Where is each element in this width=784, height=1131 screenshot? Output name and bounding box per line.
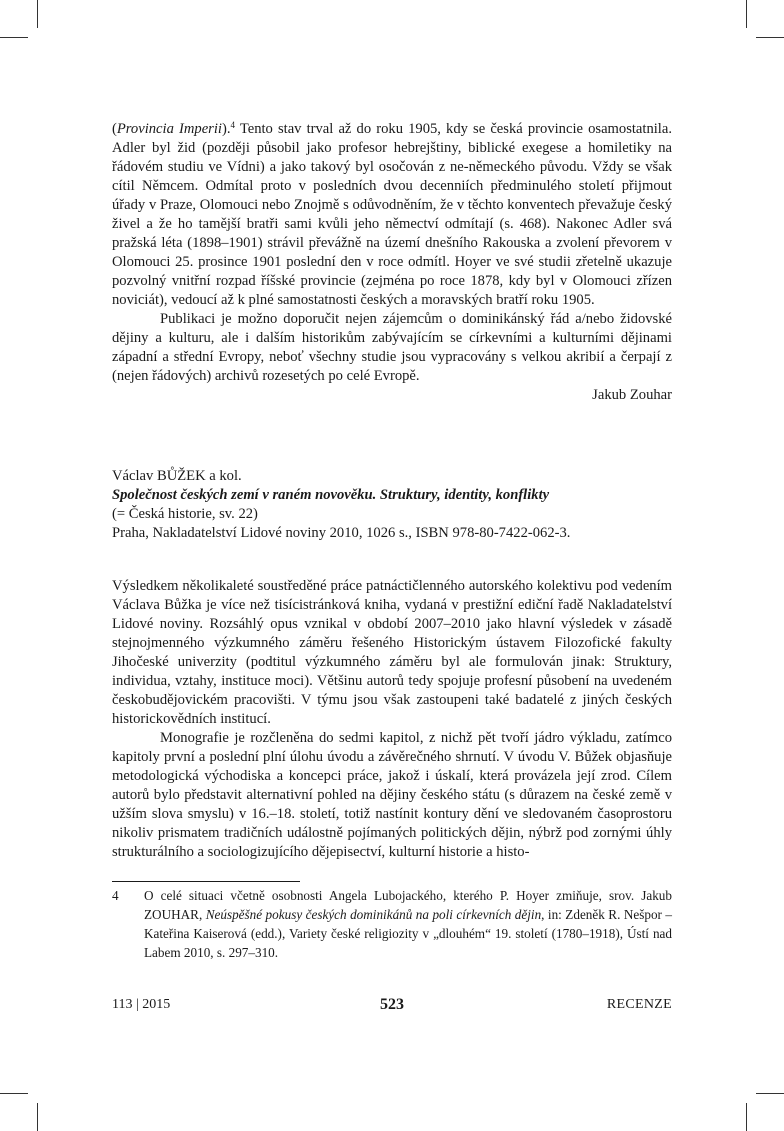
book-imprint: Praha, Nakladatelství Lidové noviny 2010, 1026 s., ISBN 978-80-7422-062-3. bbox=[112, 525, 571, 541]
paragraph: (Provincia Imperii).$^4$ Tento stav trval až do roku 1905, kdy se česká provincie osamostatnila. Adler byl žid (později působil jako profesor hebrejštiny, biblické exegese a homiletiky na řádovém studiu ve Vídni) a jako takový byl osočován z ne-německého původu. Vždy se však cítil Němcem. Odmítal proto v posledních dvou decenniích předminulého století přijmout úřady v Praze, Olomouci nebo Znojmě s odůvodněním, že v těchto konventech převažuje český živel a že ho tamější bratři sami kvůli jeho němectví odmítají (s. 468). Nakonec Adler svá pražská léta (1898–1901) strávil převážně na území dnešního Rakouska a zvolení převorem v Olomouci 25. prosince 1901 poslední den v roce odmítl. Hoyer ve své studii zřetelně ukazuje pozvolný vnitřní rozpad říšské provincie (zejména po roce 1878, kdy byl v Olomouci zřízen noviciát), vedoucí až k plné samostatnosti českých a moravských bratří roku 1905. bbox=[112, 120, 672, 308]
previous-review-section bbox=[112, 120, 672, 405]
paragraph: Publikaci je možno doporučit nejen zájemcům o dominikánský řád a/nebo židovské dějiny a kulturu, ale i dalším historikům zabývajícím se církevními a kulturními dějinami západní a střední Evropy, neboť všechny studie jsou vypracovány s velkou akribií a čerpají z (nejen řádových) archivů rozesetých po celé Evropě. bbox=[112, 311, 672, 384]
section-name: RECENZE bbox=[606, 997, 672, 1012]
crop-mark bbox=[37, 1103, 38, 1131]
italic-term: Provincia Imperii bbox=[116, 121, 222, 137]
footnote-divider bbox=[112, 881, 300, 882]
crop-mark bbox=[0, 1093, 28, 1094]
footnote-italic-title: Neúspěšné pokusy českých dominikánů na poli církevních dějin bbox=[205, 907, 542, 922]
footnote-text-part: , in: Zdeněk R. Nešpor – Kateřina Kaiserová (edd.), Variety české religiozity v „dlouhém“ 19. století (1780–1918), Ústí nad Labem 2010, s. 297–310. bbox=[144, 907, 672, 960]
paragraph: Monografie je rozčleněna do sedmi kapitol, z nichž pět tvoří jádro výkladu, zatímco kapitoly první a poslední plní úlohu úvodu a závěrečného shrnutí. V úvodu V. Bůžek objasňuje metodologická východiska a koncepci práce, jakož i úskalí, která provázela její zrod. Cílem autorů bylo představit alternativní pohled na dějiny českého státu (s důrazem na české země v užším slova smyslu) v 16.–18. století, totiž nastínit kontury dění ve sledovaném časoprostoru nikoliv prismatem tradičních událostně pojímaných politických dějin, nýbrž pod zornými úhly strukturálního a sociologizujícího dějepisectví, kulturní historie a histo- bbox=[112, 730, 672, 860]
page-number: 523 bbox=[380, 996, 404, 1013]
footnote bbox=[112, 886, 672, 962]
crop-mark bbox=[756, 37, 784, 38]
review-body bbox=[112, 577, 672, 862]
reviewer-signature: Jakub Zouhar bbox=[592, 387, 672, 403]
book-citation bbox=[112, 467, 672, 543]
crop-mark bbox=[37, 0, 38, 28]
journal-issue: 113 | 2015 bbox=[112, 997, 171, 1012]
book-author: Václav BŮŽEK a kol. bbox=[112, 468, 242, 484]
footnote-reference[interactable]: 4 bbox=[230, 120, 235, 130]
footnote-number: 4 bbox=[112, 888, 119, 903]
crop-mark bbox=[756, 1093, 784, 1094]
punctuation: ). bbox=[221, 121, 231, 137]
paragraph-text: Tento stav trval až do roku 1905, kdy se česká provincie osamostatnila. Adler byl žid (později působil jako profesor hebrejštiny, biblické exegese a homiletiky na řádovém studiu ve Vídni) a jako takový byl osočován z ne-německého původu. Vždy se však cítil Němcem. Odmítal proto v posledních dvou decenniích předminulého století přijmout úřady v Praze, Olomouci nebo Znojmě s odůvodněním, že v těchto konventech převažuje český živel a že ho tamější bratři sami kvůli jeho němectví odmítají (s. 468). Nakonec Adler svá pražská léta (1898–1901) strávil převážně na území dnešního Rakouska a zvolení převorem v Olomouci 25. prosince 1901 poslední den v roce odmítl. Hoyer ve své studii zřetelně ukazuje pozvolný vnitřní rozpad říšské provincie (zejména po roce 1878, kdy byl v Olomouci zřízen noviciát), vedoucí až k plné samostatnosti českých a moravských bratří roku 1905. bbox=[112, 121, 672, 308]
book-title: Společnost českých zemí v raném novověku. Struktury, identity, konflikty bbox=[112, 487, 550, 503]
crop-mark bbox=[0, 37, 28, 38]
crop-mark bbox=[746, 0, 747, 28]
crop-mark bbox=[746, 1103, 747, 1131]
footnote-text bbox=[144, 886, 672, 962]
paragraph: Výsledkem několikaleté soustředěné práce patnáctičlenného autorského kolektivu pod vedením Václava Bůžka je více než tisícistránková kniha, vydaná v prestižní ediční řadě Nakladatelství Lidové noviny. Rozsáhlý opus vznikal v období 2007–2010 jako hlavní výsledek v zásadě stejnojmenného výzkumného záměru řešeného Historickým ústavem Filozofické fakulty Jihočeské univerzity (podtitul výzkumného záměru byl ale formulován jinak: Struktury, individua, vztahy, instituce moci). Většinu autorů tedy spojuje profesní působení na uvedeném českobudějovickém pracovišti. V týmu jsou však zastoupeni také badatelé z jiných českých historickovědních institucí. bbox=[112, 578, 672, 727]
page-footer bbox=[112, 997, 672, 1019]
footnote-text-part: O celé situaci včetně osobnosti Angela Lubojackého, kterého P. Hoyer zmiňuje, srov. Jakub ZOUHAR, bbox=[144, 888, 672, 922]
book-series: (= Česká historie, sv. 22) bbox=[112, 506, 258, 522]
